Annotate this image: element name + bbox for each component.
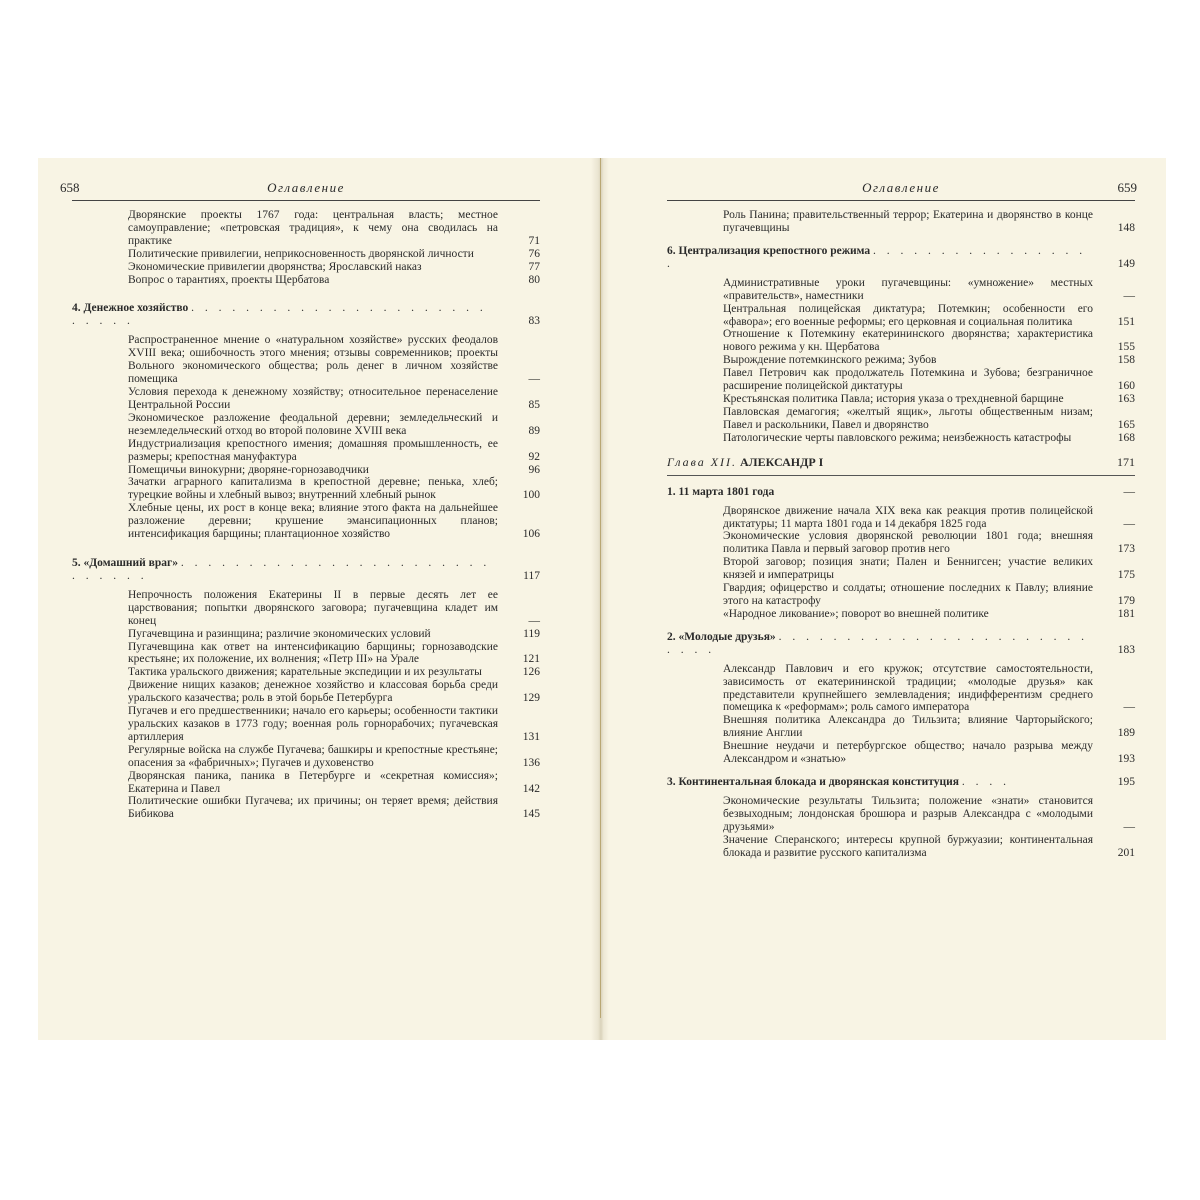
- toc-entry: Тактика уральского движения; карательные экспедиции и их результаты 126: [128, 666, 540, 679]
- section-heading: 4. Денежное хозяйство . . . . . . . . . . . . . . . . . . . . . . . . . . . 83: [72, 302, 540, 328]
- toc-entry: Значение Сперанского; интересы крупной буржуазии; континентальная блокада и развитие русского капитализма 201: [723, 833, 1135, 859]
- toc-block-a: [667, 209, 1135, 235]
- toc-entry: Пугачевщина и разинщина; различие экономических условий 119: [128, 627, 540, 640]
- toc-entry: Хлебные цены, их рост в конце века; влияние этого факта на дальнейшее разложение деревни; крушение эмансипационных планов; интенсификация барщины; плантационное хозяйство 106: [128, 502, 540, 541]
- toc-entry: Движение нищих казаков; денежное хозяйство и классовая борьба среди уральского казачества; роль в этой борьбе Петербурга 129: [128, 679, 540, 705]
- running-title: Оглавление: [862, 180, 940, 195]
- toc-entry: «Народное ликование»; поворот во внешней политике 181: [723, 607, 1135, 620]
- right-page: [667, 180, 1135, 860]
- toc-entry: Помещичьи винокурни; дворяне-горнозаводчики 96: [128, 463, 540, 476]
- toc-entry: Вырождение потемкинского режима; Зубов 158: [723, 354, 1135, 367]
- toc-entry: Экономические условия дворянской революции 1801 года; внешняя политика Павла и первый заговор против него 173: [723, 530, 1135, 556]
- toc-entry: Зачатки аграрного капитализма в крепостной деревне; пенька, хлеб; турецкие войны и хлебный вывоз; внутренний хлебный рынок 100: [128, 476, 540, 502]
- toc-block-a: [72, 209, 540, 286]
- toc-entry: Политические ошибки Пугачева; их причины; он теряет время; действия Бибикова 145: [128, 795, 540, 821]
- toc-block-e: [667, 795, 1135, 860]
- header-rule: [667, 200, 1135, 201]
- gutter-line: [600, 158, 601, 1018]
- chapter-page: 171: [1117, 454, 1135, 469]
- page-number: 658: [60, 180, 80, 195]
- chapter-heading: [667, 455, 1135, 469]
- toc-block-b: [72, 334, 540, 541]
- toc-block-b: [667, 277, 1135, 445]
- toc-entry: Крестьянская политика Павла; история указа о трехдневной барщине 163: [723, 392, 1135, 405]
- toc-block-c: [72, 589, 540, 821]
- toc-entry: Дворянские проекты 1767 года: центральная власть; местное самоуправление; «петровская традиция», к чему она сводилась на практике 71: [128, 209, 540, 247]
- toc-entry: Административные уроки пугачевщины: «умножение» местных «правительств», наместники —: [723, 276, 1135, 302]
- section-heading: 3. Континентальная блокада и дворянская конституция . . . . 195: [667, 776, 1135, 788]
- page-number: 659: [1117, 180, 1137, 195]
- running-head: [667, 180, 1135, 200]
- left-page: [60, 180, 540, 821]
- toc-entry: Второй заговор; позиция знати; Пален и Беннигсен; участие великих князей и императрицы 175: [723, 556, 1135, 582]
- toc-entry: Условия перехода к денежному хозяйству; относительное перенаселение Центральной России 85: [128, 386, 540, 411]
- book-spread: [38, 158, 1166, 1040]
- toc-entry: Политические привилегии, неприкосновенность дворянской личности 76: [128, 247, 540, 260]
- toc-entry: Пугачевщина как ответ на интенсификацию барщины; горнозаводские крестьяне; их положение, их волнения; «Петр III» на Урале 121: [128, 640, 540, 666]
- header-rule: [72, 200, 540, 201]
- toc-entry: Павел Петрович как продолжатель Потемкина и Зубова; безграничное расширение полицейской диктатуры 160: [723, 367, 1135, 393]
- section-heading: 6. Централизация крепостного режима . . . . . . . . . . . . . . . . . 149: [667, 244, 1135, 270]
- toc-block-d: [667, 663, 1135, 766]
- section-heading: 5. «Домашний враг» . . . . . . . . . . . . . . . . . . . . . . . . . . . . . 117: [72, 556, 540, 582]
- toc-entry: Пугачев и его предшественники; начало его карьеры; особенности тактики уральских казаков в 1773 году; военная роль горнорабочих; пугачевская артиллерия 131: [128, 705, 540, 743]
- toc-entry: Внешняя политика Александра до Тильзита; влияние Чарторыйского; влияние Англии 189: [723, 714, 1135, 740]
- toc-entry: Вопрос о тарантиях, проекты Щербатова 80: [128, 273, 540, 286]
- toc-entry: Индустриализация крепостного имения; домашняя промышленность, ее размеры; крепостная мануфактура 92: [128, 437, 540, 463]
- toc-entry: Александр Павлович и его кружок; отсутствие самостоятельности, зависимость от екатерининской традиции; «молодые друзья» как представители крупнейшего землевладения; индифферентизм среднего помещика к «реформам»; роль самого императора —: [723, 662, 1135, 714]
- toc-entry: Экономические результаты Тильзита; положение «знати» становится безвыходным; лондонская брошюра и разрыв Александра с «молодыми друзьями» —: [723, 795, 1135, 833]
- toc-entry: Экономическое разложение феодальной деревни; земледельческий и неземледельческий отход во второй половине XVIII века 89: [128, 411, 540, 437]
- toc-entry: Распространенное мнение о «натуральном хозяйстве» русских феодалов XVIII века; ошибочность этого мнения; отзывы современников; проекты Вольного экономического общества; роль денег в личном хозяйстве помещика —: [128, 334, 540, 386]
- running-title: Оглавление: [267, 180, 345, 195]
- toc-entry: Павловская демагогия; «желтый ящик», льготы общественным низам; Павел и раскольники, Павел и дворянство 165: [723, 405, 1135, 431]
- toc-block-c: [667, 505, 1135, 621]
- chapter-label: Глава XII.: [667, 454, 738, 469]
- toc-entry: Гвардия; офицерство и солдаты; отношение последних к Павлу; влияние этого на катастрофу 179: [723, 582, 1135, 607]
- toc-entry: Дворянская паника, паника в Петербурге и «секретная комиссия»; Екатерина и Павел 142: [128, 769, 540, 795]
- toc-entry: Непрочность положения Екатерины II в первые десять лет ее царствования; попытки дворянского заговора; пугачевщина кладет им конец —: [128, 588, 540, 627]
- toc-entry: Роль Панина; правительственный террор; Екатерина и дворянство в конце пугачевщины 148: [723, 209, 1135, 234]
- chapter-rule: [667, 475, 1135, 476]
- section-heading: 1. 11 марта 1801 года —: [667, 485, 1135, 498]
- toc-entry: Патологические черты павловского режима; неизбежность катастрофы 168: [723, 431, 1135, 444]
- toc-entry: Внешние неудачи и петербургское общество; начало разрыва между Александром и «знатью» 193: [723, 740, 1135, 766]
- toc-entry: Регулярные войска на службе Пугачева; башкиры и крепостные крестьяне; опасения за «фабричных»; Пугачев и духовенство 136: [128, 743, 540, 769]
- toc-entry: Дворянское движение начала XIX века как реакция против полицейской диктатуры; 11 марта 1801 года и 14 декабря 1825 года —: [723, 504, 1135, 530]
- toc-entry: Центральная полицейская диктатура; Потемкин; особенности его «фавора»; его военные реформы; его церковная и социальная политика 151: [723, 302, 1135, 328]
- running-head: [60, 180, 540, 200]
- toc-entry: Отношение к Потемкину екатерининского дворянства; характеристика нового режима у кн. Щербатова 155: [723, 328, 1135, 354]
- toc-entry: Экономические привилегии дворянства; Ярославский наказ 77: [128, 260, 540, 273]
- chapter-name: АЛЕКСАНДР I: [740, 454, 824, 469]
- section-heading: 2. «Молодые друзья» . . . . . . . . . . . . . . . . . . . . . . . . . . . 183: [667, 630, 1135, 656]
